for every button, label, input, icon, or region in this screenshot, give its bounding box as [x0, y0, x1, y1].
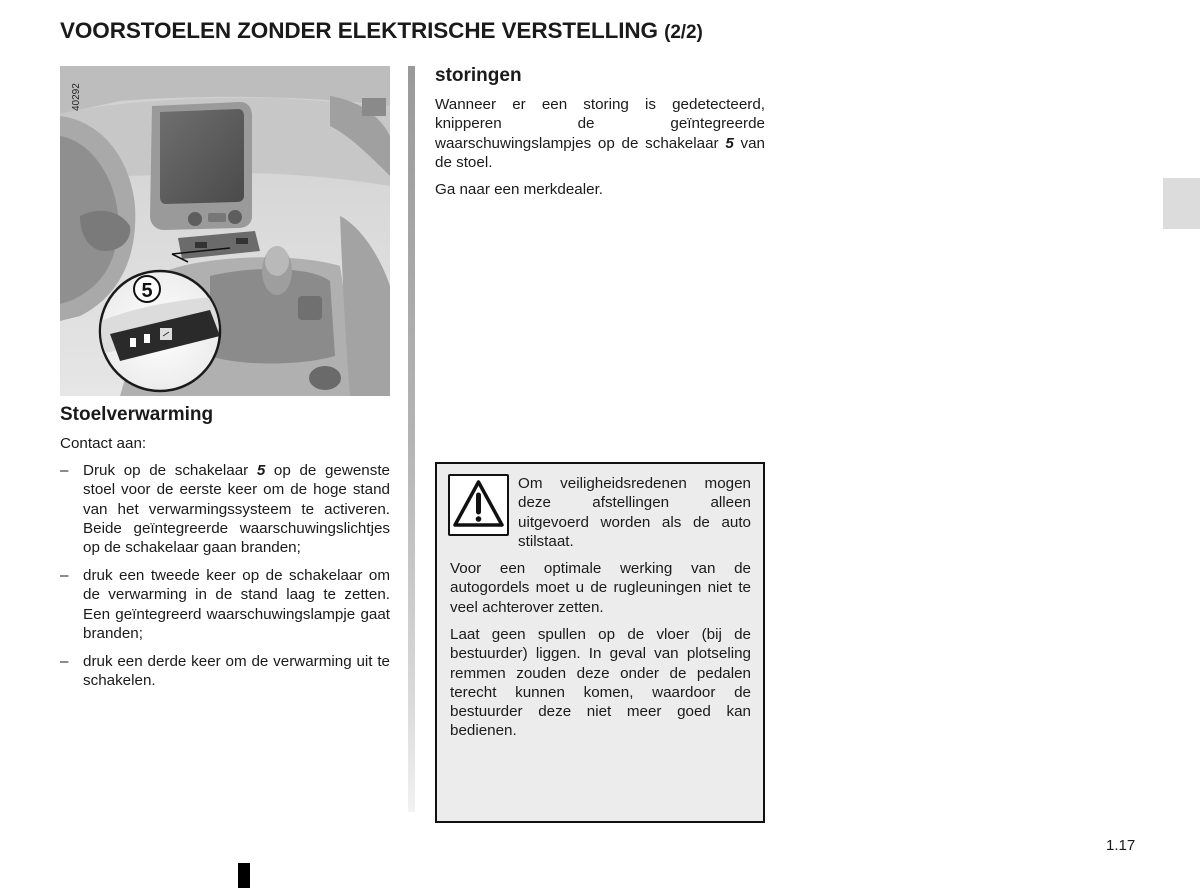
- figure-id-label: [61, 73, 91, 113]
- section-heading-seat-heating: Stoelverwarming: [60, 404, 214, 425]
- dealer-paragraph: Ga naar een merkdealer.: [435, 181, 604, 198]
- section-heading-faults: storingen: [435, 65, 522, 86]
- item-text: druk een tweede keer op de schakelaar om de verwarming in de stand laag te zetten. Een geïntegreerd waarschuwingslampje gaat branden;: [83, 567, 390, 642]
- item-text: Druk op de schakelaar: [83, 462, 257, 479]
- crop-mark: [238, 863, 250, 888]
- page-number: 1.17: [1106, 837, 1136, 854]
- warning-icon-frame: [448, 474, 509, 536]
- page-title: [60, 18, 703, 44]
- item-text: druk een derde keer om de verwarming uit te schakelen.: [83, 652, 390, 690]
- title-text: VOORSTOELEN ZONDER ELEKTRISCHE VERSTELLING: [60, 18, 658, 43]
- list-dash: –: [60, 462, 69, 479]
- list-item: [60, 566, 390, 643]
- warning-triangle-icon: [450, 476, 507, 534]
- switch-reference: 5: [725, 134, 734, 152]
- volume-knob: [188, 212, 202, 226]
- fault-paragraph: [435, 95, 765, 172]
- control-knob: [309, 366, 341, 390]
- switch-reference: 5: [256, 462, 266, 479]
- title-part: (2/2): [664, 22, 703, 43]
- intro-text: Contact aan:: [60, 435, 147, 452]
- figure-id-text: 40292: [71, 83, 82, 111]
- warning-text-3: Laat geen spullen op de vloer (bij de bestuurder) liggen. In geval van plotseling remmen zouden deze onder de pedalen terecht kunnen komen, waardoor de bestuurder deze niet meer goed kan bedienen.: [450, 626, 751, 740]
- list-dash: –: [60, 652, 69, 670]
- list-item: [60, 652, 390, 691]
- item-text: op de gewenste stoel voor de eerste keer om de hoge stand van het verwarmingssysteem te activeren. Beide geïntegreerde waarschuwingslichtjes op de schakelaar gaan branden;: [83, 462, 390, 557]
- warning-text-1: Om veiligheidsredenen mogen deze afstellingen alleen uitgevoerd worden als de auto stilstaat.: [518, 475, 751, 550]
- dashboard-drawing: [60, 66, 390, 396]
- touchscreen: [160, 109, 244, 204]
- callout-label: 5: [141, 280, 153, 302]
- warning-box: [435, 462, 765, 823]
- fault-text: van de stoel.: [435, 134, 765, 171]
- dashboard-illustration: [60, 66, 390, 396]
- column-divider: [408, 66, 415, 812]
- fault-text: Wanneer er een storing is gedetecteerd, knipperen de geïntegreerde waarschuwingslampjes op de schakelaar: [435, 96, 765, 152]
- warning-text-2: Voor een optimale werking van de autogordels moet u de rugleuningen niet te veel achterover zetten.: [450, 560, 751, 616]
- list-dash: –: [60, 567, 69, 585]
- instruction-list: [60, 461, 390, 699]
- list-item: [60, 461, 390, 557]
- chapter-thumb-tab: [1163, 178, 1200, 229]
